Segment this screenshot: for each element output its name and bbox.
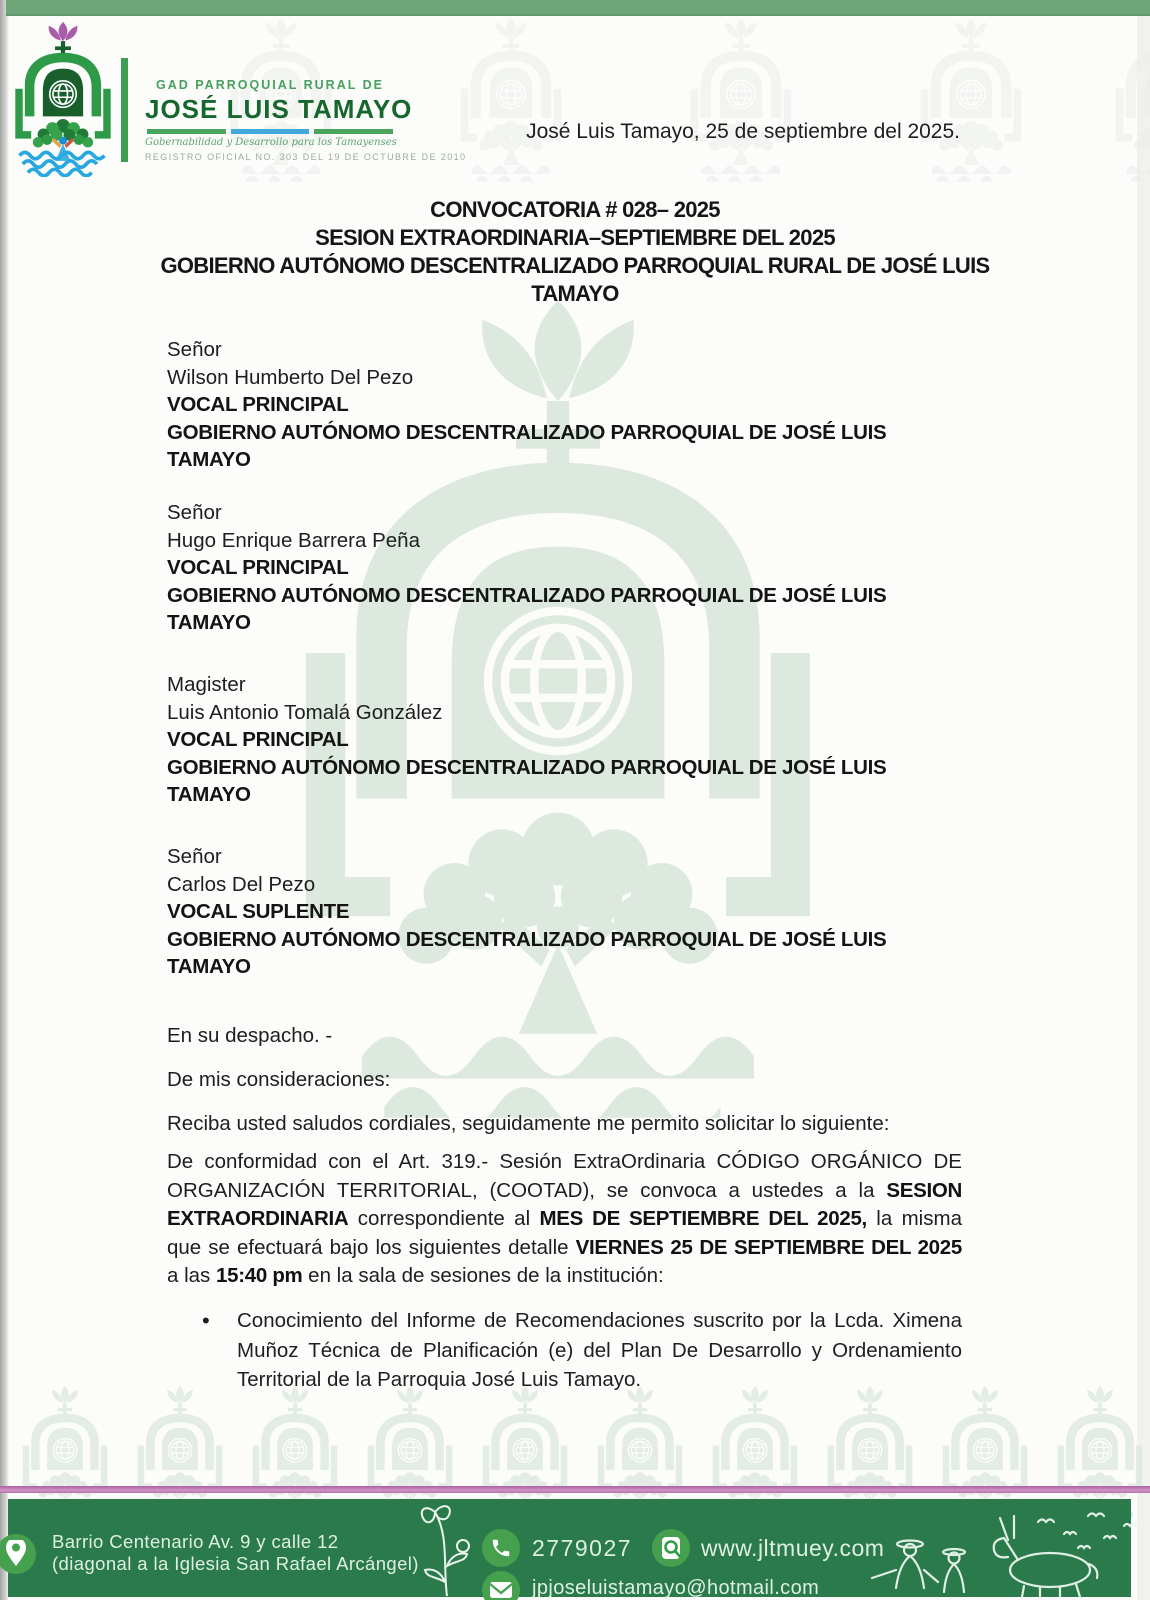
footer-address: Barrio Centenario Av. 9 y calle 12 (diagonal a la Iglesia San Rafael Arcángel) [52, 1531, 419, 1574]
paragraph-bold-text: SESION EXTRAORDINARIA [167, 1178, 962, 1231]
recipient-org: GOBIERNO AUTÓNOMO DESCENTRALIZADO PARROQUIAL DE JOSÉ LUIS TAMAYO [167, 927, 887, 978]
footer-email: jpjoseluistamayo@hotmail.com [532, 1577, 820, 1599]
org-registry: REGISTRO OFICIAL NO. 303 DEL 19 DE OCTUBRE DE 2010 [145, 152, 467, 162]
org-type-label: GAD PARROQUIAL RURAL DE [156, 78, 384, 92]
greeting-line: Reciba usted saludos cordiales, seguidamente me permito solicitar lo siguiente: [167, 1112, 890, 1135]
scan-edge-right [1137, 0, 1150, 1600]
recipient-org: GOBIERNO AUTÓNOMO DESCENTRALIZADO PARROQUIAL DE JOSÉ LUIS TAMAYO [167, 755, 887, 806]
recipient-block [167, 843, 967, 981]
paragraph-bold-text: MES DE SEPTIEMBRE DEL 2025, [539, 1207, 867, 1231]
recipient-role: VOCAL SUPLENTE [167, 900, 350, 923]
recipient-role: VOCAL PRINCIPAL [167, 393, 349, 416]
title-line-1: CONVOCATORIA # 028– 2025 [430, 197, 720, 222]
recipient-role: VOCAL PRINCIPAL [167, 728, 349, 751]
flower-art [413, 1502, 477, 1596]
recipient-salutation: Magister [167, 673, 246, 696]
recipient-salutation: Señor [167, 501, 222, 524]
recipient-name: Carlos Del Pezo [167, 872, 316, 896]
agenda-item [200, 1306, 962, 1395]
bullet-marker: • [202, 1308, 210, 1333]
recipient-name: Luis Antonio Tomalá González [167, 700, 443, 724]
agenda-item-text: Conocimiento del Informe de Recomendaciones suscrito por la Lcda. Ximena Muñoz Técnica de Planificación (e) del Plan De Desarrollo y Ordenamiento Territorial de la Parroquia José Luis Tamayo. [237, 1309, 962, 1391]
footer-phone: 2779027 [532, 1535, 633, 1561]
recipient-name: Hugo Enrique Barrera Peña [167, 528, 420, 552]
recipient-org: GOBIERNO AUTÓNOMO DESCENTRALIZADO PARROQUIAL DE JOSÉ LUIS TAMAYO [167, 420, 887, 471]
recipient-org: GOBIERNO AUTÓNOMO DESCENTRALIZADO PARROQUIAL DE JOSÉ LUIS TAMAYO [167, 583, 887, 634]
paragraph-text: correspondiente al [348, 1207, 540, 1231]
watermark-top [685, 18, 797, 182]
scan-edge-left [0, 0, 9, 1600]
recipient-salutation: Señor [167, 338, 222, 361]
org-motto: Gobernabilidad y Desarrollo para los Tamayenses [145, 137, 397, 148]
recipient-salutation: Señor [167, 845, 222, 868]
watermark-top [455, 18, 567, 182]
paragraph-text: la misma que se efectuará bajo los siguientes detalle [167, 1207, 962, 1259]
paragraph-text: en la sala de sesiones de la institución: [302, 1264, 664, 1288]
date-line: José Luis Tamayo, 25 de septiembre del 2025. [526, 120, 960, 143]
footer-accent-rule [0, 1486, 1150, 1493]
watermark-top [915, 18, 1027, 182]
top-accent-bar [6, 0, 1150, 16]
recipient-block [167, 499, 967, 637]
recipient-role: VOCAL PRINCIPAL [167, 556, 349, 579]
org-name: JOSÉ LUIS TAMAYO [145, 94, 413, 124]
title-line-3: GOBIERNO AUTÓNOMO DESCENTRALIZADO PARROQUIAL RURAL DE JOSÉ LUIS TAMAYO [160, 253, 990, 306]
paragraph-bold-text: VIERNES 25 DE SEPTIEMBRE DEL 2025 [575, 1235, 962, 1259]
recipient-name: Wilson Humberto Del Pezo [167, 365, 414, 389]
title-line-2: SESION EXTRAORDINARIA–SEPTIEMBRE DEL 2025 [315, 225, 835, 250]
recipient-block [167, 671, 967, 809]
paragraph-text: a las [167, 1264, 216, 1288]
org-logo [10, 22, 116, 174]
header-divider [121, 58, 128, 162]
paragraph-text: se convoca a ustedes a la [594, 1178, 887, 1202]
convocation-paragraph [167, 1148, 962, 1291]
consideraciones-line: De mis consideraciones: [167, 1068, 391, 1091]
despacho-line: En su despacho. - [167, 1024, 333, 1047]
paragraph-text: De conformidad con el Art. 319.- Sesión ExtraOrdinaria [167, 1150, 717, 1173]
paragraph-bold-text: 15:40 pm [216, 1264, 303, 1288]
phone-icon [482, 1529, 520, 1567]
footer-website: www.jltmuey.com [701, 1535, 885, 1561]
paragraph-text: CÓDIGO ORGÁNICO DE ORGANIZACIÓN TERRITORIAL, (COOTAD), [167, 1150, 962, 1202]
document-title [135, 196, 1015, 308]
watermark-top [1110, 18, 1150, 182]
farm-scene-art [842, 1504, 1140, 1597]
recipient-block [167, 336, 967, 474]
website-icon [652, 1529, 690, 1567]
